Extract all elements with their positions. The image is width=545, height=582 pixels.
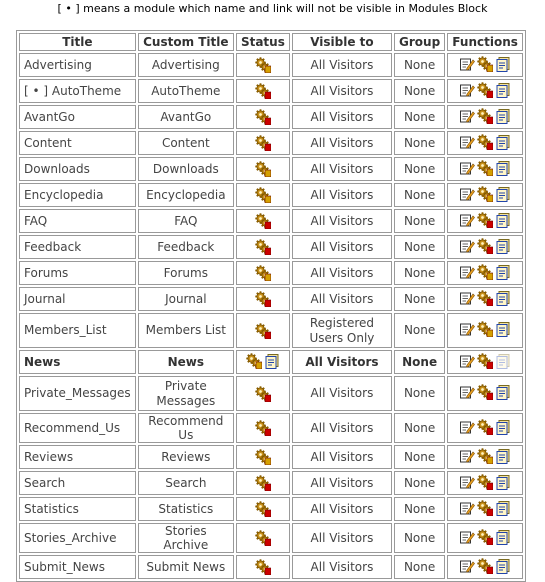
status-active-icon[interactable] xyxy=(255,135,271,151)
cell-status xyxy=(236,555,290,579)
cell-status xyxy=(236,287,290,311)
cell-custom-title: Stories Archive xyxy=(138,523,234,553)
cell-status xyxy=(236,376,290,411)
cell-custom-title: Reviews xyxy=(138,445,234,469)
cell-title: News xyxy=(19,350,136,374)
table-row xyxy=(19,261,523,285)
notes-icon[interactable] xyxy=(495,474,511,490)
status-active-icon[interactable] xyxy=(255,239,271,255)
cell-visible-to: All Visitors xyxy=(292,235,392,259)
edit-icon[interactable] xyxy=(459,108,475,124)
cell-title: Statistics xyxy=(19,497,136,521)
activate-icon[interactable] xyxy=(477,186,493,202)
deactivate-icon[interactable] xyxy=(477,108,493,124)
cell-custom-title: Forums xyxy=(138,261,234,285)
cell-visible-to: All Visitors xyxy=(292,413,392,443)
cell-group: None xyxy=(394,183,445,207)
cell-custom-title: Members List xyxy=(138,313,234,348)
cell-visible-to: All Visitors xyxy=(292,376,392,411)
cell-title: Encyclopedia xyxy=(19,183,136,207)
notes-icon[interactable] xyxy=(495,186,511,202)
cell-visible-to: Registered Users Only xyxy=(292,313,392,348)
table-row xyxy=(19,105,523,129)
cell-group: None xyxy=(394,105,445,129)
edit-icon[interactable] xyxy=(459,264,475,280)
cell-title: [ • ] AutoTheme xyxy=(19,79,136,103)
activate-icon[interactable] xyxy=(477,56,493,72)
cell-title: Feedback xyxy=(19,235,136,259)
cell-custom-title: AutoTheme xyxy=(138,79,234,103)
legend-note: [ • ] means a module which name and link will not be visible in Modules Block xyxy=(57,2,488,15)
edit-icon[interactable] xyxy=(459,384,475,400)
notes-icon[interactable] xyxy=(495,82,511,98)
table-header-row xyxy=(19,33,523,51)
cell-status xyxy=(236,445,290,469)
cell-functions xyxy=(447,183,523,207)
cell-group: None xyxy=(394,235,445,259)
cell-status xyxy=(236,413,290,443)
deactivate-icon[interactable] xyxy=(477,238,493,254)
activate-icon[interactable] xyxy=(477,321,493,337)
cell-custom-title: Feedback xyxy=(138,235,234,259)
cell-group: None xyxy=(394,350,445,374)
deactivate-icon[interactable] xyxy=(477,134,493,150)
deactivate-icon[interactable] xyxy=(477,384,493,400)
cell-visible-to: All Visitors xyxy=(292,183,392,207)
cell-group: None xyxy=(394,445,445,469)
home-module-gear-icon[interactable] xyxy=(246,353,262,369)
notes-icon[interactable] xyxy=(495,419,511,435)
cell-functions xyxy=(447,523,523,553)
cell-status xyxy=(236,157,290,181)
cell-visible-to: All Visitors xyxy=(292,261,392,285)
table-row xyxy=(19,79,523,103)
table-row xyxy=(19,376,523,411)
cell-status xyxy=(236,131,290,155)
cell-functions xyxy=(447,53,523,77)
header-title[interactable]: Title xyxy=(19,33,136,51)
notes-icon[interactable] xyxy=(264,353,280,369)
status-active-icon[interactable] xyxy=(255,420,271,436)
cell-functions xyxy=(447,157,523,181)
cell-functions xyxy=(447,313,523,348)
activate-icon[interactable] xyxy=(477,160,493,176)
cell-title: FAQ xyxy=(19,209,136,233)
cell-group: None xyxy=(394,209,445,233)
cell-visible-to: All Visitors xyxy=(292,105,392,129)
cell-functions xyxy=(447,131,523,155)
cell-visible-to: All Visitors xyxy=(292,131,392,155)
cell-custom-title: Recommend Us xyxy=(138,413,234,443)
status-inactive-icon[interactable] xyxy=(255,161,271,177)
cell-group: None xyxy=(394,471,445,495)
edit-icon[interactable] xyxy=(459,419,475,435)
status-active-icon[interactable] xyxy=(255,323,271,339)
notes-icon[interactable] xyxy=(495,290,511,306)
table-row xyxy=(19,53,523,77)
status-active-icon[interactable] xyxy=(255,559,271,575)
cell-status xyxy=(236,209,290,233)
cell-title: Private_Messages xyxy=(19,376,136,411)
cell-group: None xyxy=(394,313,445,348)
table-row xyxy=(19,413,523,443)
cell-custom-title: Search xyxy=(138,471,234,495)
cell-functions xyxy=(447,555,523,579)
deactivate-icon[interactable] xyxy=(477,500,493,516)
notes-icon[interactable] xyxy=(495,134,511,150)
notes-icon[interactable] xyxy=(495,558,511,574)
cell-visible-to: All Visitors xyxy=(292,445,392,469)
edit-icon[interactable] xyxy=(459,290,475,306)
table-row xyxy=(19,445,523,469)
cell-group: None xyxy=(394,53,445,77)
cell-title: Content xyxy=(19,131,136,155)
notes-icon[interactable] xyxy=(495,108,511,124)
table-row xyxy=(19,209,523,233)
modules-table xyxy=(16,30,526,582)
cell-status xyxy=(236,497,290,521)
cell-group: None xyxy=(394,523,445,553)
cell-visible-to: All Visitors xyxy=(292,497,392,521)
cell-functions xyxy=(447,497,523,521)
table-row xyxy=(19,183,523,207)
cell-status xyxy=(236,235,290,259)
deactivate-icon[interactable] xyxy=(477,212,493,228)
cell-custom-title: Submit News xyxy=(138,555,234,579)
cell-group: None xyxy=(394,376,445,411)
cell-functions xyxy=(447,445,523,469)
cell-title: Submit_News xyxy=(19,555,136,579)
status-inactive-icon[interactable] xyxy=(255,449,271,465)
modules-table-body xyxy=(19,53,523,579)
cell-functions xyxy=(447,235,523,259)
cell-visible-to: All Visitors xyxy=(292,471,392,495)
notes-icon[interactable] xyxy=(495,56,511,72)
cell-functions xyxy=(447,413,523,443)
cell-functions xyxy=(447,105,523,129)
cell-functions xyxy=(447,376,523,411)
status-active-icon[interactable] xyxy=(255,83,271,99)
notes-icon[interactable] xyxy=(495,529,511,545)
cell-title: Downloads xyxy=(19,157,136,181)
cell-group: None xyxy=(394,79,445,103)
deactivate-icon[interactable] xyxy=(477,419,493,435)
cell-visible-to: All Visitors xyxy=(292,157,392,181)
edit-icon[interactable] xyxy=(459,186,475,202)
table-row xyxy=(19,131,523,155)
cell-group: None xyxy=(394,131,445,155)
edit-icon[interactable] xyxy=(459,212,475,228)
cell-group: None xyxy=(394,555,445,579)
edit-icon[interactable] xyxy=(459,160,475,176)
cell-visible-to: All Visitors xyxy=(292,209,392,233)
notes-icon[interactable] xyxy=(495,160,511,176)
cell-custom-title: Journal xyxy=(138,287,234,311)
cell-title: Advertising xyxy=(19,53,136,77)
table-row xyxy=(19,287,523,311)
cell-title: Forums xyxy=(19,261,136,285)
table-row xyxy=(19,157,523,181)
cell-custom-title: AvantGo xyxy=(138,105,234,129)
notes-icon[interactable] xyxy=(495,264,511,280)
table-row xyxy=(19,313,523,348)
edit-icon[interactable] xyxy=(459,448,475,464)
deactivate-icon[interactable] xyxy=(477,474,493,490)
status-inactive-icon[interactable] xyxy=(255,57,271,73)
cell-visible-to: All Visitors xyxy=(292,523,392,553)
cell-functions xyxy=(447,471,523,495)
table-row xyxy=(19,350,523,374)
status-active-icon[interactable] xyxy=(255,501,271,517)
status-active-icon[interactable] xyxy=(255,530,271,546)
edit-icon[interactable] xyxy=(459,56,475,72)
cell-status xyxy=(236,261,290,285)
table-row xyxy=(19,523,523,553)
header-group[interactable]: Group xyxy=(394,33,445,51)
cell-title: Search xyxy=(19,471,136,495)
cell-status xyxy=(236,183,290,207)
header-visible-to[interactable]: Visible to xyxy=(292,33,392,51)
activate-icon[interactable] xyxy=(477,264,493,280)
cell-custom-title: Downloads xyxy=(138,157,234,181)
deactivate-icon[interactable] xyxy=(477,290,493,306)
cell-custom-title: Advertising xyxy=(138,53,234,77)
activate-icon[interactable] xyxy=(477,448,493,464)
header-custom-title[interactable]: Custom Title xyxy=(138,33,234,51)
header-status[interactable]: Status xyxy=(236,33,290,51)
status-active-icon[interactable] xyxy=(255,109,271,125)
cell-title: Members_List xyxy=(19,313,136,348)
cell-status xyxy=(236,79,290,103)
edit-icon[interactable] xyxy=(459,321,475,337)
deactivate-icon[interactable] xyxy=(477,82,493,98)
cell-status xyxy=(236,523,290,553)
cell-title: AvantGo xyxy=(19,105,136,129)
table-row xyxy=(19,497,523,521)
cell-title: Journal xyxy=(19,287,136,311)
cell-functions xyxy=(447,209,523,233)
status-active-icon[interactable] xyxy=(255,291,271,307)
status-inactive-icon[interactable] xyxy=(255,265,271,281)
table-row xyxy=(19,555,523,579)
cell-functions xyxy=(447,350,523,374)
cell-group: None xyxy=(394,497,445,521)
notes-icon[interactable] xyxy=(495,212,511,228)
notes-icon[interactable] xyxy=(495,448,511,464)
edit-icon[interactable] xyxy=(459,82,475,98)
cell-visible-to: All Visitors xyxy=(292,287,392,311)
edit-icon[interactable] xyxy=(459,500,475,516)
notes-icon[interactable] xyxy=(495,321,511,337)
edit-icon[interactable] xyxy=(459,474,475,490)
cell-custom-title: Encyclopedia xyxy=(138,183,234,207)
cell-visible-to: All Visitors xyxy=(292,555,392,579)
cell-custom-title: Statistics xyxy=(138,497,234,521)
deactivate-icon[interactable] xyxy=(477,558,493,574)
cell-functions xyxy=(447,261,523,285)
cell-group: None xyxy=(394,413,445,443)
cell-visible-to: All Visitors xyxy=(292,53,392,77)
cell-group: None xyxy=(394,261,445,285)
edit-icon[interactable] xyxy=(459,529,475,545)
edit-icon[interactable] xyxy=(459,238,475,254)
status-active-icon[interactable] xyxy=(255,475,271,491)
cell-group: None xyxy=(394,157,445,181)
cell-status xyxy=(236,471,290,495)
notes-icon[interactable] xyxy=(495,238,511,254)
notes-icon[interactable] xyxy=(495,384,511,400)
cell-custom-title: Content xyxy=(138,131,234,155)
table-row xyxy=(19,235,523,259)
cell-custom-title: FAQ xyxy=(138,209,234,233)
cell-title: Stories_Archive xyxy=(19,523,136,553)
cell-title: Recommend_Us xyxy=(19,413,136,443)
cell-status xyxy=(236,350,290,374)
table-row xyxy=(19,471,523,495)
edit-icon[interactable] xyxy=(459,558,475,574)
notes-icon[interactable] xyxy=(495,500,511,516)
notes-icon[interactable] xyxy=(495,353,511,369)
cell-visible-to: All Visitors xyxy=(292,350,392,374)
cell-group: None xyxy=(394,287,445,311)
header-functions: Functions xyxy=(447,33,523,51)
edit-icon[interactable] xyxy=(459,134,475,150)
cell-functions xyxy=(447,287,523,311)
cell-status xyxy=(236,53,290,77)
status-active-icon[interactable] xyxy=(255,213,271,229)
cell-functions xyxy=(447,79,523,103)
cell-visible-to: All Visitors xyxy=(292,79,392,103)
cell-status xyxy=(236,313,290,348)
status-inactive-icon[interactable] xyxy=(255,187,271,203)
cell-custom-title: Private Messages xyxy=(138,376,234,411)
edit-icon[interactable] xyxy=(459,353,475,369)
home-gear-icon[interactable] xyxy=(477,353,493,369)
cell-title: Reviews xyxy=(19,445,136,469)
cell-status xyxy=(236,105,290,129)
status-active-icon[interactable] xyxy=(255,386,271,402)
cell-custom-title: News xyxy=(138,350,234,374)
deactivate-icon[interactable] xyxy=(477,529,493,545)
